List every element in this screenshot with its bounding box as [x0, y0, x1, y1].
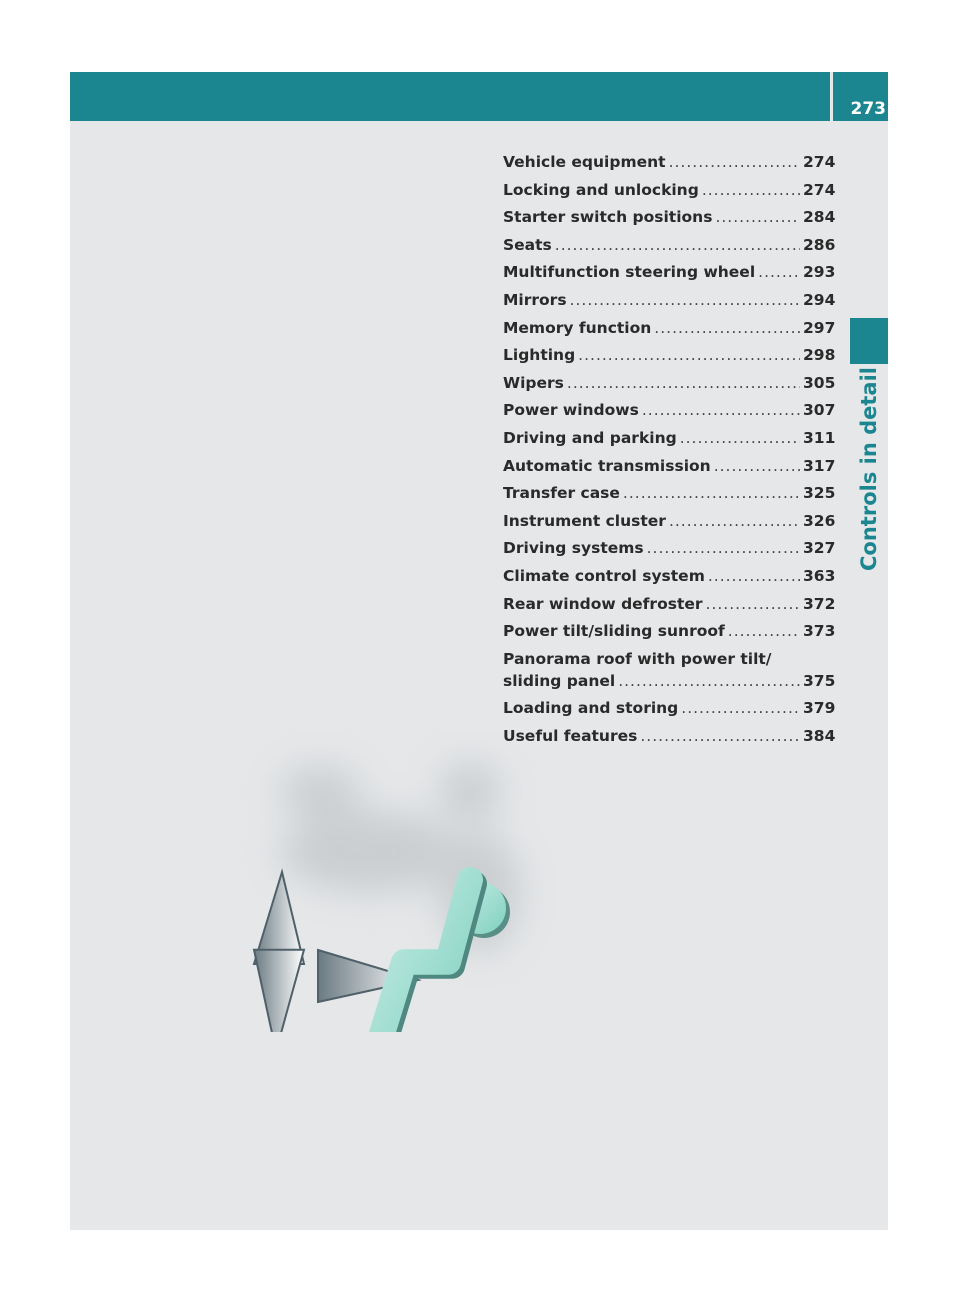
toc-entry-page: 373: [803, 622, 836, 641]
toc-entry-label: Rear window defroster: [503, 594, 703, 613]
toc-entry-page: 327: [803, 539, 836, 558]
toc-entry[interactable]: [503, 456, 836, 485]
toc-entry[interactable]: [503, 208, 836, 236]
toc-entry-page: 311: [803, 428, 836, 447]
toc-entry-page: 274: [803, 180, 836, 199]
toc-entry[interactable]: [503, 699, 836, 727]
leader-dots: [669, 153, 800, 171]
leader-dots: [706, 595, 800, 613]
toc-entry-label: Wipers: [503, 373, 564, 392]
leader-dots: [669, 512, 800, 530]
header-bar: [70, 72, 830, 121]
toc-entry-label: Power tilt/sliding sunroof: [503, 622, 725, 641]
toc-entry[interactable]: [503, 594, 836, 623]
leader-dots: [623, 484, 800, 502]
page-number-box: [833, 72, 888, 121]
toc-entry-page: 317: [803, 456, 836, 475]
toc-entry-page: 284: [803, 208, 836, 227]
toc-entry-page: 293: [803, 263, 836, 282]
toc-entry-label: Driving systems: [503, 539, 644, 558]
toc-entry-label: Mirrors: [503, 290, 567, 309]
toc-entry-label: Multifunction steering wheel: [503, 263, 756, 282]
toc-entry-page: 286: [803, 235, 836, 254]
toc-entry-label: Useful features: [503, 726, 638, 745]
toc-entry[interactable]: [503, 346, 836, 374]
toc-entry-page: 274: [803, 153, 836, 171]
chapter-tab-marker: [850, 318, 888, 364]
toc-entry-label: Loading and storing: [503, 699, 679, 718]
toc-entry-page: 372: [803, 594, 836, 613]
leader-dots: [654, 319, 800, 337]
toc-entry-label: Locking and unlocking: [503, 180, 699, 199]
toc-entry[interactable]: [503, 290, 836, 319]
toc-entry[interactable]: [503, 401, 836, 429]
leader-dots: [570, 291, 800, 309]
leader-dots: [642, 401, 800, 419]
toc-entry-label: Transfer case: [503, 484, 620, 503]
toc-entry-page: 379: [803, 699, 836, 718]
toc-entry-label: Driving and parking: [503, 428, 677, 447]
toc-entry[interactable]: [503, 153, 836, 181]
chapter-label: [851, 367, 887, 571]
leader-dots: [758, 263, 800, 281]
toc-entry[interactable]: [503, 511, 836, 540]
leader-dots: [714, 457, 800, 475]
toc-entry[interactable]: [503, 566, 836, 595]
toc-entry[interactable]: [503, 373, 836, 402]
leader-dots: [702, 181, 800, 199]
leader-dots: [681, 699, 800, 717]
leader-dots: [715, 208, 800, 226]
table-of-contents: [503, 153, 836, 754]
toc-entry-label: Instrument cluster: [503, 511, 666, 530]
toc-entry-label: Vehicle equipment: [503, 153, 666, 171]
leader-dots: [728, 622, 800, 640]
toc-entry-page: 305: [803, 373, 836, 392]
toc-entry-page: 384: [803, 726, 836, 745]
toc-entry-page: 375: [803, 671, 836, 690]
leader-dots: [555, 236, 800, 254]
page-number: 273: [850, 99, 886, 119]
toc-entry-page: 325: [803, 484, 836, 503]
toc-entry-page: 326: [803, 511, 836, 530]
toc-entry[interactable]: [503, 263, 836, 291]
toc-entry-page: 297: [803, 318, 836, 337]
toc-entry-label: Starter switch positions: [503, 208, 713, 227]
toc-entry-page: 298: [803, 346, 836, 365]
toc-entry-page: 294: [803, 290, 836, 309]
toc-entry-label: Memory function: [503, 318, 652, 337]
toc-entry[interactable]: [503, 180, 836, 209]
leader-dots: [680, 429, 800, 447]
leader-dots: [618, 672, 800, 690]
toc-entry-label: Automatic transmission: [503, 456, 711, 475]
toc-entry[interactable]: [503, 484, 836, 512]
toc-entry[interactable]: [503, 235, 836, 264]
toc-entry[interactable]: [503, 318, 836, 347]
leader-dots: [708, 567, 800, 585]
manual-page: [70, 72, 888, 1230]
toc-entry-label: Seats: [503, 235, 552, 254]
toc-entry[interactable]: [503, 671, 836, 700]
toc-entry-label: Power windows: [503, 401, 639, 420]
toc-entry-label: sliding panel: [503, 671, 616, 690]
toc-entry-page: 363: [803, 566, 836, 585]
toc-entry-label-line1: Panorama roof with power tilt/: [503, 649, 772, 668]
leader-dots: [640, 727, 800, 745]
toc-entry[interactable]: [503, 622, 836, 650]
leader-dots: [567, 374, 800, 392]
seat-adjustment-illustration: [170, 732, 590, 1032]
toc-entry-label: Climate control system: [503, 566, 705, 585]
toc-entry-first-line[interactable]: [503, 650, 833, 672]
toc-entry[interactable]: [503, 428, 836, 457]
toc-entry-label: Lighting: [503, 346, 576, 365]
leader-dots: [647, 539, 800, 557]
toc-entry-page: 307: [803, 401, 836, 420]
toc-entry[interactable]: [503, 539, 836, 567]
leader-dots: [578, 346, 800, 364]
chapter-label-text: Controls in detail: [857, 367, 881, 571]
